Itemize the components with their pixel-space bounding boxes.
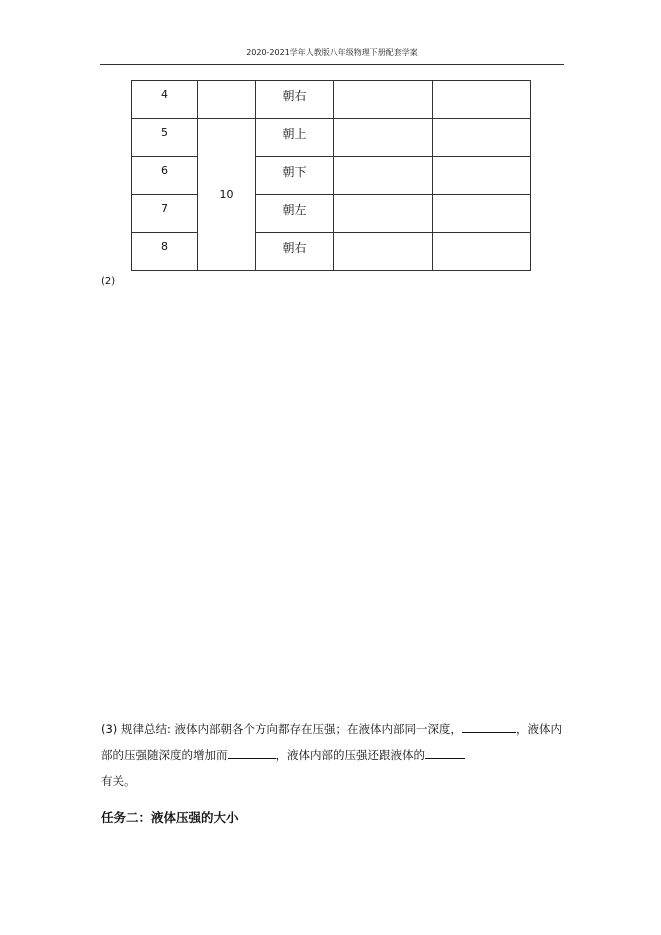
answer-blank-1[interactable]: [462, 720, 516, 733]
table-cell-direction: 朝右: [256, 233, 334, 271]
table-cell-direction: 朝上: [256, 119, 334, 157]
table-cell-index: 5: [132, 119, 198, 157]
table-cell-direction: 朝右: [256, 81, 334, 119]
summary-text-1: (3) 规律总结: 液体内部朝各个方向都存在压强；在液体内部同一深度，: [101, 722, 462, 736]
table-cell-index: 4: [132, 81, 198, 119]
table-row: [132, 157, 531, 195]
table-cell-index: 7: [132, 195, 198, 233]
summary-text-2: ，液体内部的压强随深度的增加而: [101, 722, 562, 762]
answer-blank-2[interactable]: [228, 746, 276, 759]
table-row: [132, 195, 531, 233]
table-cell-depth: [198, 81, 256, 119]
table-cell-direction: 朝下: [256, 157, 334, 195]
table-cell-blank: [433, 195, 531, 233]
table-cell-blank: [433, 233, 531, 271]
table-cell-blank: [433, 157, 531, 195]
table-cell-blank: [334, 81, 433, 119]
experiment-table: [131, 80, 531, 271]
table-cell-blank: [334, 119, 433, 157]
task-heading: 任务二：液体压强的大小: [101, 810, 239, 825]
table-cell-index: 8: [132, 233, 198, 271]
table-cell-direction: 朝左: [256, 195, 334, 233]
summary-text-4: 有关。: [101, 774, 136, 788]
table-cell-blank: [334, 195, 433, 233]
table-cell-blank: [433, 119, 531, 157]
summary-paragraph: [101, 716, 571, 794]
question-2-label: (2): [101, 276, 116, 287]
table-row: [132, 119, 531, 157]
table-cell-blank: [433, 81, 531, 119]
table-row: [132, 81, 531, 119]
page-header: 2020-2021学年人教版八年级物理下册配套学案: [246, 48, 418, 57]
table-cell-blank: [334, 233, 433, 271]
table-cell-blank: [334, 157, 433, 195]
table-cell-index: 6: [132, 157, 198, 195]
answer-blank-3[interactable]: [425, 746, 465, 759]
header-divider: [100, 64, 564, 65]
summary-text-3: ，液体内部的压强还跟液体的: [275, 748, 425, 762]
table-cell-depth: 10: [198, 119, 256, 271]
table-row: [132, 233, 531, 271]
